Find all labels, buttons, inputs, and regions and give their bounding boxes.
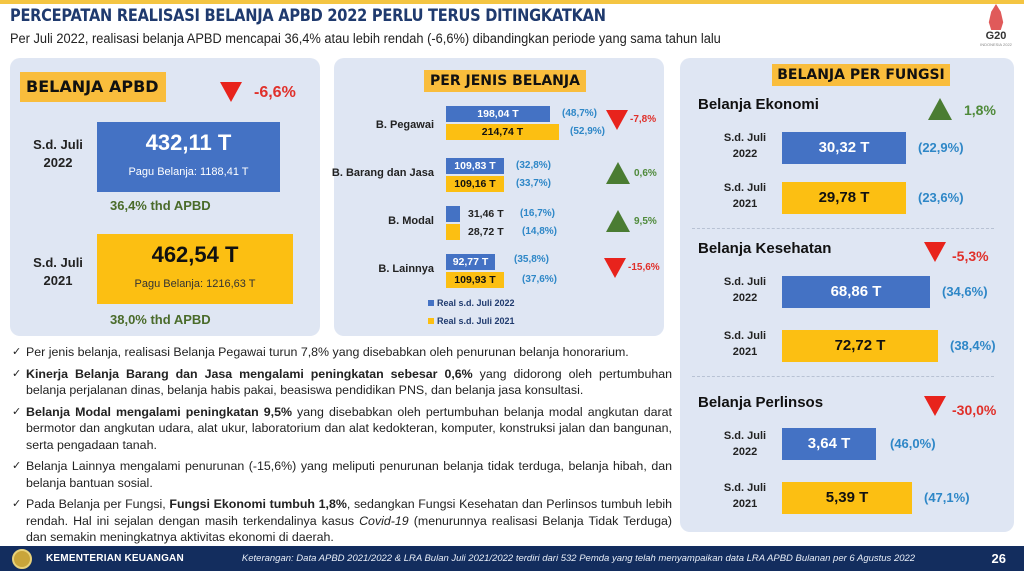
bar-modal-2021	[446, 224, 460, 240]
bullet-text: yang disebabkan oleh pertumbuhan belanja modal angkutan darat bermotor dan angkutan udara, alat ukur, laboratorium dan alat kedokteran, komputer, konstruksi jalan dan bangunan, serta pengadaan tanah.	[26, 404, 672, 452]
pct-modal-2022: (16,7%)	[520, 208, 556, 219]
bar-perlinsos-2022: 3,64 T	[782, 428, 876, 460]
page-number: 26	[991, 551, 1006, 566]
legend-label: Real s.d. Juli 2022	[437, 298, 515, 308]
change-barang: 0,6%	[634, 168, 657, 179]
per-fungsi-title: BELANJA PER FUNGSI	[772, 64, 950, 86]
fungsi-ekonomi-title: Belanja Ekonomi	[698, 96, 819, 113]
divider	[692, 228, 994, 229]
legend-2022	[428, 298, 515, 308]
footer-bar	[0, 546, 1024, 571]
row-label-line1: S.d. Juli	[723, 132, 767, 144]
apbd-2021-box	[97, 234, 293, 304]
jenis-label-pegawai: B. Pegawai	[375, 119, 434, 131]
change-perlinsos: -30,0%	[952, 402, 997, 418]
row-label-2021	[28, 254, 88, 290]
ekonomi-label-2021	[720, 180, 770, 212]
bar-kesehatan-2022: 68,86 T	[782, 276, 930, 308]
decrease-triangle-icon	[924, 396, 946, 416]
bullet-item	[12, 404, 672, 454]
bullet-text: Per jenis belanja, realisasi Belanja Pegawai turun 7,8% yang disebabkan oleh penurunan belanja honorarium.	[26, 345, 629, 359]
row-label-2022	[28, 136, 88, 172]
bullet-text: Belanja Lainnya mengalami penurunan (-15,6%) yang meliputi penurunan belanja tidak terduga, belanja hibah, dan belanja bantuan sosial.	[26, 459, 672, 490]
pct-perlinsos-2021: (47,1%)	[924, 490, 970, 505]
bullet-item	[12, 458, 672, 491]
apbd-2021-value: 462,54 T	[151, 242, 239, 267]
fungsi-kesehatan-title: Belanja Kesehatan	[698, 240, 832, 257]
row-label-line1: S.d. Juli	[33, 255, 83, 270]
pct-ekonomi-2022: (22,9%)	[918, 140, 964, 155]
row-label-line2: 2022	[732, 148, 758, 160]
belanja-per-fungsi-panel	[680, 58, 1014, 532]
pct-pegawai-2022: (48,7%)	[562, 108, 598, 119]
increase-triangle-icon	[928, 98, 952, 120]
row-label-line1: S.d. Juli	[723, 182, 767, 194]
bar-barang-2021: 109,16 T	[446, 176, 504, 192]
decrease-triangle-icon	[604, 258, 626, 278]
bar-pegawai-2022: 198,04 T	[446, 106, 550, 122]
legend-2021	[428, 316, 515, 326]
pct-lainnya-2021: (37,6%)	[522, 274, 558, 285]
per-jenis-title: PER JENIS BELANJA	[424, 70, 586, 92]
bullet-bold: Belanja Modal mengalami peningkatan 9,5%	[26, 404, 292, 419]
ekonomi-label-2022	[720, 130, 770, 162]
pct-ekonomi-2021: (23,6%)	[918, 190, 964, 205]
belanja-apbd-panel	[10, 58, 320, 336]
bar-modal-2022	[446, 206, 460, 222]
change-kesehatan: -5,3%	[952, 248, 989, 264]
row-label-line2: 2021	[732, 498, 758, 510]
decrease-triangle-icon	[606, 110, 628, 130]
per-jenis-belanja-panel	[331, 58, 664, 336]
bullet-item	[12, 366, 672, 399]
row-label-line1: S.d. Juli	[723, 276, 767, 288]
apbd-2022-value: 432,11 T	[145, 130, 232, 155]
jenis-label-lainnya: B. Lainnya	[378, 263, 434, 275]
bar-barang-2022: 109,83 T	[446, 158, 504, 174]
bar-perlinsos-2021: 5,39 T	[782, 482, 912, 514]
pct-barang-2021: (33,7%)	[516, 178, 552, 189]
decrease-triangle-icon	[924, 242, 946, 262]
page-title: PERCEPATAN REALISASI BELANJA APBD 2022 PERLU TERUS DITINGKATKAN	[10, 6, 606, 26]
row-label-line1: S.d. Juli	[723, 482, 767, 494]
apbd-2021-note: 38,0% thd APBD	[110, 312, 211, 327]
belanja-apbd-change: -6,6%	[254, 84, 296, 101]
footer-note: Keterangan: Data APBD 2021/2022 & LRA Bulan Juli 2021/2022 terdiri dari 532 Pemda yang telah menyampaikan data LRA APBD Bulanan per 6 Agustus 2022	[241, 553, 916, 564]
fungsi-perlinsos-title: Belanja Perlinsos	[698, 394, 824, 411]
g20-logo-sub: INDONESIA 2022	[980, 42, 1012, 47]
row-label-line1: S.d. Juli	[33, 137, 83, 152]
footer-org: KEMENTERIAN KEUANGAN	[46, 553, 184, 564]
jenis-label-modal: B. Modal	[388, 215, 434, 227]
bar-lainnya-2022: 92,77 T	[446, 254, 495, 270]
pct-perlinsos-2022: (46,0%)	[890, 436, 936, 451]
apbd-2022-note: 36,4% thd APBD	[110, 198, 211, 213]
change-ekonomi: 1,8%	[964, 102, 996, 118]
bullet-bold: Fungsi Ekonomi tumbuh 1,8%	[169, 497, 347, 511]
perlinsos-label-2021	[720, 480, 770, 512]
row-label-line2: 2022	[43, 155, 73, 170]
value-modal-2022: 31,46 T	[468, 208, 504, 220]
bar-ekonomi-2021: 29,78 T	[782, 182, 906, 214]
legend-swatch-yellow	[428, 318, 434, 324]
bullet-text: Pada Belanja per Fungsi,	[26, 497, 170, 511]
increase-triangle-icon	[606, 162, 630, 184]
kesehatan-label-2022	[720, 274, 770, 306]
bullet-bold: Kinerja Belanja Barang dan Jasa mengalami peningkatan sebesar 0,6%	[26, 366, 473, 381]
pct-kesehatan-2022: (34,6%)	[942, 284, 988, 299]
belanja-apbd-title: BELANJA APBD	[20, 72, 166, 102]
row-label-line1: S.d. Juli	[723, 430, 767, 442]
legend-label: Real s.d. Juli 2021	[437, 316, 515, 326]
kesehatan-label-2021	[720, 328, 770, 360]
row-label-line2: 2021	[732, 346, 758, 358]
bar-kesehatan-2021: 72,72 T	[782, 330, 938, 362]
bullet-item	[12, 344, 672, 361]
decrease-triangle-icon	[220, 82, 242, 102]
row-label-line2: 2022	[732, 292, 758, 304]
bullet-italic: Covid-19	[359, 513, 409, 528]
g20-logo	[978, 4, 1014, 52]
legend-swatch-blue	[428, 300, 434, 306]
bar-ekonomi-2022: 30,32 T	[782, 132, 906, 164]
pct-pegawai-2021: (52,9%)	[570, 126, 606, 137]
row-label-line2: 2021	[43, 273, 73, 288]
bar-pegawai-2021: 214,74 T	[446, 124, 559, 140]
bar-lainnya-2021: 109,93 T	[446, 272, 504, 288]
top-accent-bar	[0, 0, 1024, 4]
bullet-text: , sedangkan Fungsi Kesehatan dan Perlinsos tumbuh lebih rendah. Hal ini sejalan dengan masih terkendalinya kasus	[26, 497, 673, 528]
pct-kesehatan-2021: (38,4%)	[950, 338, 996, 353]
row-label-line2: 2022	[732, 446, 758, 458]
g20-logo-text: G20	[985, 30, 1007, 42]
page-subtitle: Per Juli 2022, realisasi belanja APBD mencapai 36,4% atau lebih rendah (-6,6%) dibandingkan periode yang sama tahun lalu	[10, 31, 721, 46]
increase-triangle-icon	[606, 210, 630, 232]
pct-lainnya-2022: (35,8%)	[514, 254, 550, 265]
apbd-2022-pagu: Pagu Belanja: 1188,41 T	[128, 166, 249, 178]
change-modal: 9,5%	[634, 216, 657, 227]
row-label-line1: S.d. Juli	[723, 330, 767, 342]
pct-barang-2022: (32,8%)	[516, 160, 552, 171]
pct-modal-2021: (14,8%)	[522, 226, 558, 237]
bullet-text: yang didorong oleh pertumbuhan belanja perjalanan dinas, belanja habis pakai, beasiswa pendidikan PNS, dan belanja jasa konsultasi.	[26, 366, 673, 397]
value-modal-2021: 28,72 T	[468, 226, 504, 238]
perlinsos-label-2022	[720, 428, 770, 460]
kemenkeu-logo-icon	[12, 549, 32, 569]
divider	[692, 376, 994, 377]
change-pegawai: -7,8%	[630, 114, 657, 125]
bullet-text: (menurunnya realisasi Belanja Tidak Terduga) dan semakin meningkatnya aktivitas ekonomi di daerah.	[26, 513, 673, 544]
summary-bullets	[12, 344, 672, 551]
row-label-line2: 2021	[732, 198, 758, 210]
apbd-2022-box	[97, 122, 280, 192]
bullet-item	[12, 496, 672, 546]
jenis-label-barang-jasa: B. Barang dan Jasa	[331, 167, 434, 179]
change-lainnya: -15,6%	[628, 262, 660, 273]
apbd-2021-pagu: Pagu Belanja: 1216,63 T	[134, 278, 256, 290]
g20-flame-icon	[988, 4, 1004, 30]
